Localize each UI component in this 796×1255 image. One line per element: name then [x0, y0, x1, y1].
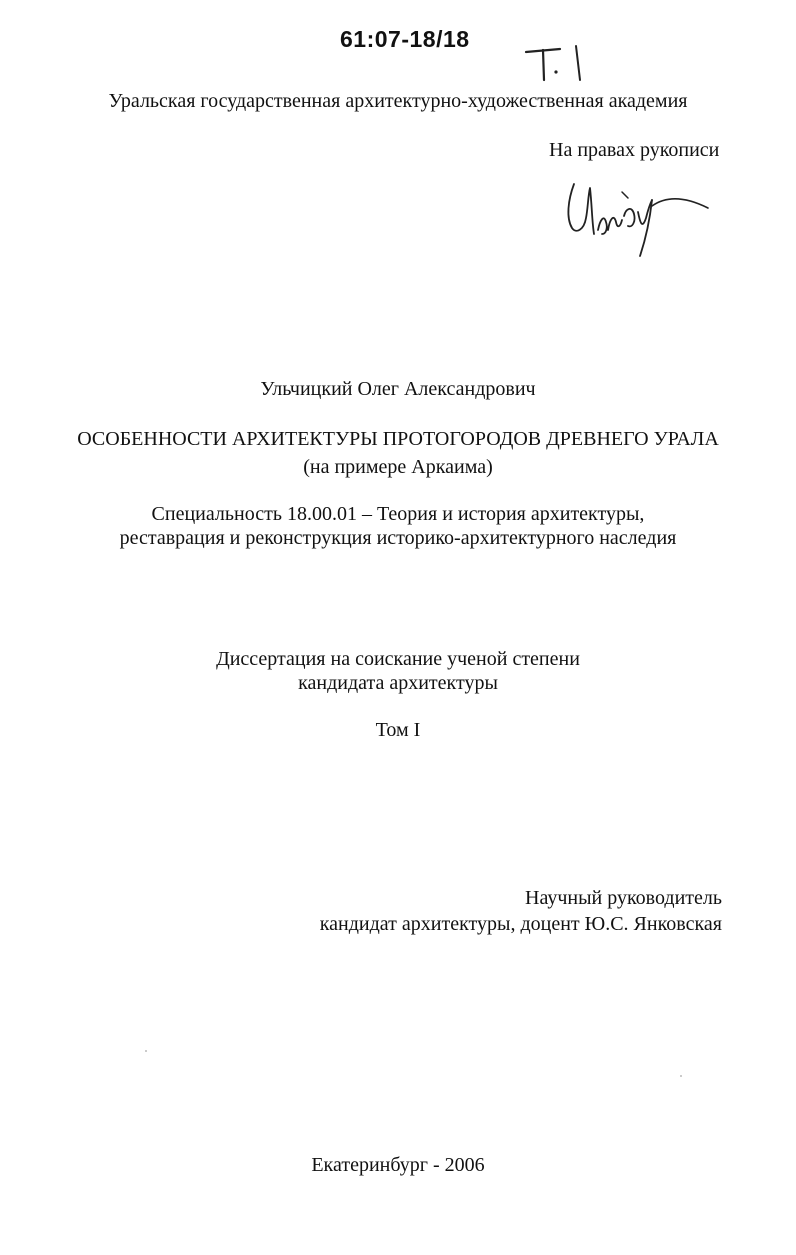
- scan-speck: [680, 1075, 682, 1077]
- specialty-line-2: реставрация и реконструкция историко-архитектурного наследия: [119, 527, 677, 549]
- place-and-year: Екатеринбург - 2006: [311, 1154, 485, 1176]
- supervisor-name: кандидат архитектуры, доцент Ю.С. Янковская: [319, 913, 722, 935]
- institution-name: Уральская государственная архитектурно-художественная академия: [108, 90, 688, 112]
- scan-speck: [145, 1050, 147, 1052]
- handwritten-volume-note: [520, 40, 590, 86]
- dissertation-subtitle: (на примере Аркаима): [303, 456, 493, 478]
- dissertation-title: ОСОБЕННОСТИ АРХИТЕКТУРЫ ПРОТОГОРОДОВ ДРЕВНЕГО УРАЛА: [77, 428, 719, 450]
- signature: [562, 170, 712, 260]
- degree-line-1: Диссертация на соискание ученой степени: [216, 648, 580, 670]
- volume-label: Том I: [375, 719, 421, 741]
- supervisor-role: Научный руководитель: [525, 887, 722, 909]
- manuscript-rights-note: На правах рукописи: [549, 139, 720, 161]
- archive-code: 61:07-18/18: [340, 26, 470, 52]
- author-name: Ульчицкий Олег Александрович: [260, 378, 536, 400]
- specialty-line-1: Специальность 18.00.01 – Теория и история архитектуры,: [151, 503, 645, 525]
- degree-line-2: кандидата архитектуры: [298, 672, 498, 694]
